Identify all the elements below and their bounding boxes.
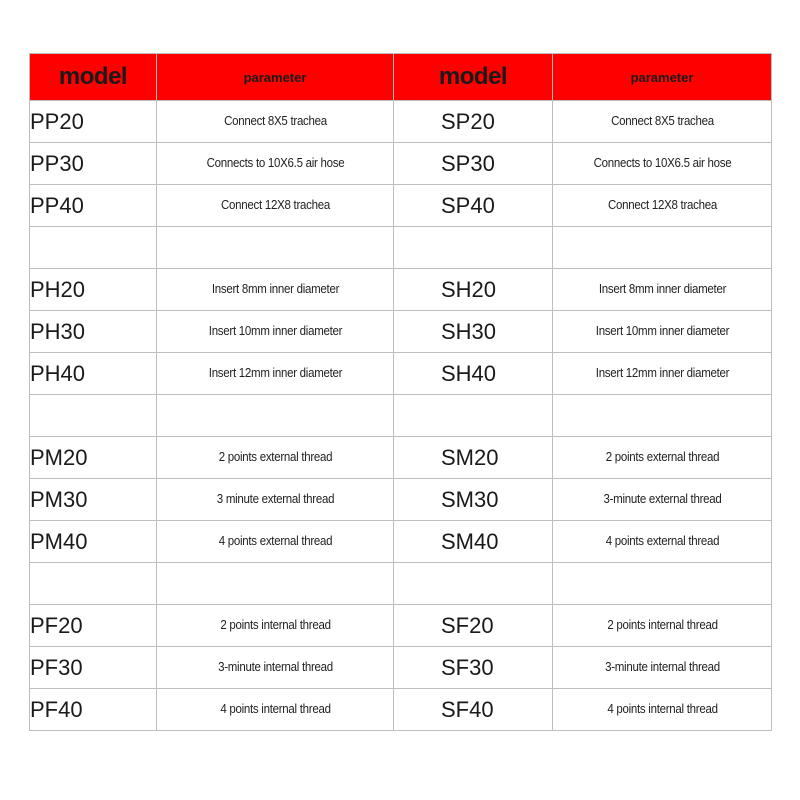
- right-parameter-cell: [561, 605, 762, 647]
- left-model-cell: PF40: [30, 689, 157, 731]
- table-row: [30, 689, 772, 731]
- spacer-row: [30, 563, 772, 605]
- right-parameter-text: 2 points internal thread: [606, 618, 718, 632]
- table-row: [30, 647, 772, 689]
- right-model-cell: SM20: [394, 437, 553, 479]
- right-model-cell: [394, 227, 553, 269]
- header-model-left: model: [30, 54, 157, 101]
- left-parameter-cell: [166, 395, 384, 437]
- right-parameter-cell: [561, 647, 762, 689]
- left-parameter-cell: [166, 143, 384, 185]
- right-parameter-text: 3-minute external thread: [602, 492, 722, 506]
- right-parameter-text: Insert 12mm inner diameter: [595, 366, 729, 380]
- left-parameter-text: 2 points internal thread: [219, 618, 331, 632]
- table-row: [30, 479, 772, 521]
- table-row: [30, 521, 772, 563]
- left-parameter-cell: [166, 227, 384, 269]
- table-row: [30, 101, 772, 143]
- right-model-cell: [394, 563, 553, 605]
- left-model-cell: PM30: [30, 479, 157, 521]
- left-model-cell: PH30: [30, 311, 157, 353]
- table-row: [30, 605, 772, 647]
- left-model-cell: PM20: [30, 437, 157, 479]
- right-parameter-text: 2 points external thread: [605, 450, 719, 464]
- left-parameter-cell: [166, 563, 384, 605]
- left-model-cell: [30, 395, 157, 437]
- left-parameter-text: 3-minute internal thread: [217, 660, 333, 674]
- right-parameter-cell: [561, 689, 762, 731]
- right-parameter-text: Connects to 10X6.5 air hose: [593, 156, 731, 170]
- right-parameter-cell: [561, 395, 762, 437]
- spacer-row: [30, 227, 772, 269]
- left-parameter-cell: [166, 101, 384, 143]
- right-parameter-cell: [561, 437, 762, 479]
- left-parameter-cell: [166, 437, 384, 479]
- right-parameter-cell: [561, 185, 762, 227]
- left-model-cell: PH40: [30, 353, 157, 395]
- left-parameter-text: Connect 8X5 trachea: [223, 114, 327, 128]
- right-parameter-text: Connect 8X5 trachea: [610, 114, 714, 128]
- header-model-right: model: [394, 54, 553, 101]
- left-model-cell: PP30: [30, 143, 157, 185]
- left-parameter-text: Insert 10mm inner diameter: [208, 324, 342, 338]
- right-model-cell: [394, 395, 553, 437]
- table-row: [30, 311, 772, 353]
- right-parameter-cell: [561, 353, 762, 395]
- left-model-cell: PP40: [30, 185, 157, 227]
- table-row: [30, 143, 772, 185]
- right-model-cell: SF30: [394, 647, 553, 689]
- right-parameter-text: Connect 12X8 trachea: [607, 198, 717, 212]
- table-row: [30, 185, 772, 227]
- right-model-cell: SH40: [394, 353, 553, 395]
- left-parameter-cell: [166, 521, 384, 563]
- right-parameter-cell: [561, 479, 762, 521]
- spacer-row: [30, 395, 772, 437]
- right-parameter-cell: [561, 143, 762, 185]
- table-row: [30, 269, 772, 311]
- left-parameter-text: Insert 12mm inner diameter: [208, 366, 342, 380]
- right-parameter-cell: [561, 563, 762, 605]
- left-parameter-text: 4 points internal thread: [219, 702, 331, 716]
- table-row: [30, 353, 772, 395]
- header-row: [30, 54, 772, 101]
- right-model-cell: SP30: [394, 143, 553, 185]
- table-row: [30, 437, 772, 479]
- left-parameter-text: Connects to 10X6.5 air hose: [206, 156, 344, 170]
- left-model-cell: PH20: [30, 269, 157, 311]
- right-parameter-text: 4 points internal thread: [606, 702, 718, 716]
- right-parameter-cell: [561, 521, 762, 563]
- right-parameter-cell: [561, 269, 762, 311]
- left-model-cell: PF30: [30, 647, 157, 689]
- right-model-cell: SH20: [394, 269, 553, 311]
- left-model-cell: [30, 227, 157, 269]
- left-model-cell: [30, 563, 157, 605]
- right-parameter-text: 3-minute internal thread: [604, 660, 720, 674]
- right-parameter-cell: [561, 227, 762, 269]
- right-parameter-text: Insert 10mm inner diameter: [595, 324, 729, 338]
- left-parameter-text: 2 points external thread: [218, 450, 332, 464]
- left-parameter-text: Insert 8mm inner diameter: [211, 282, 339, 296]
- right-model-cell: SF40: [394, 689, 553, 731]
- right-parameter-cell: [561, 311, 762, 353]
- right-model-cell: SP20: [394, 101, 553, 143]
- right-model-cell: SM40: [394, 521, 553, 563]
- left-model-cell: PP20: [30, 101, 157, 143]
- left-parameter-cell: [166, 353, 384, 395]
- left-parameter-text: 4 points external thread: [218, 534, 332, 548]
- right-parameter-text: Insert 8mm inner diameter: [598, 282, 726, 296]
- left-parameter-cell: [166, 311, 384, 353]
- right-model-cell: SP40: [394, 185, 553, 227]
- right-parameter-cell: [561, 101, 762, 143]
- left-parameter-text: Connect 12X8 trachea: [220, 198, 330, 212]
- left-model-cell: PM40: [30, 521, 157, 563]
- left-model-cell: PF20: [30, 605, 157, 647]
- left-parameter-text: 3 minute external thread: [216, 492, 334, 506]
- spec-table-body: [30, 101, 772, 731]
- right-parameter-text: 4 points external thread: [605, 534, 719, 548]
- left-parameter-cell: [166, 605, 384, 647]
- left-parameter-cell: [166, 689, 384, 731]
- header-parameter-right: parameter: [553, 54, 772, 101]
- right-model-cell: SM30: [394, 479, 553, 521]
- left-parameter-cell: [166, 647, 384, 689]
- right-model-cell: SF20: [394, 605, 553, 647]
- left-parameter-cell: [166, 479, 384, 521]
- left-parameter-cell: [166, 269, 384, 311]
- left-parameter-cell: [166, 185, 384, 227]
- header-parameter-left: parameter: [157, 54, 394, 101]
- spec-table: [29, 53, 772, 731]
- right-model-cell: SH30: [394, 311, 553, 353]
